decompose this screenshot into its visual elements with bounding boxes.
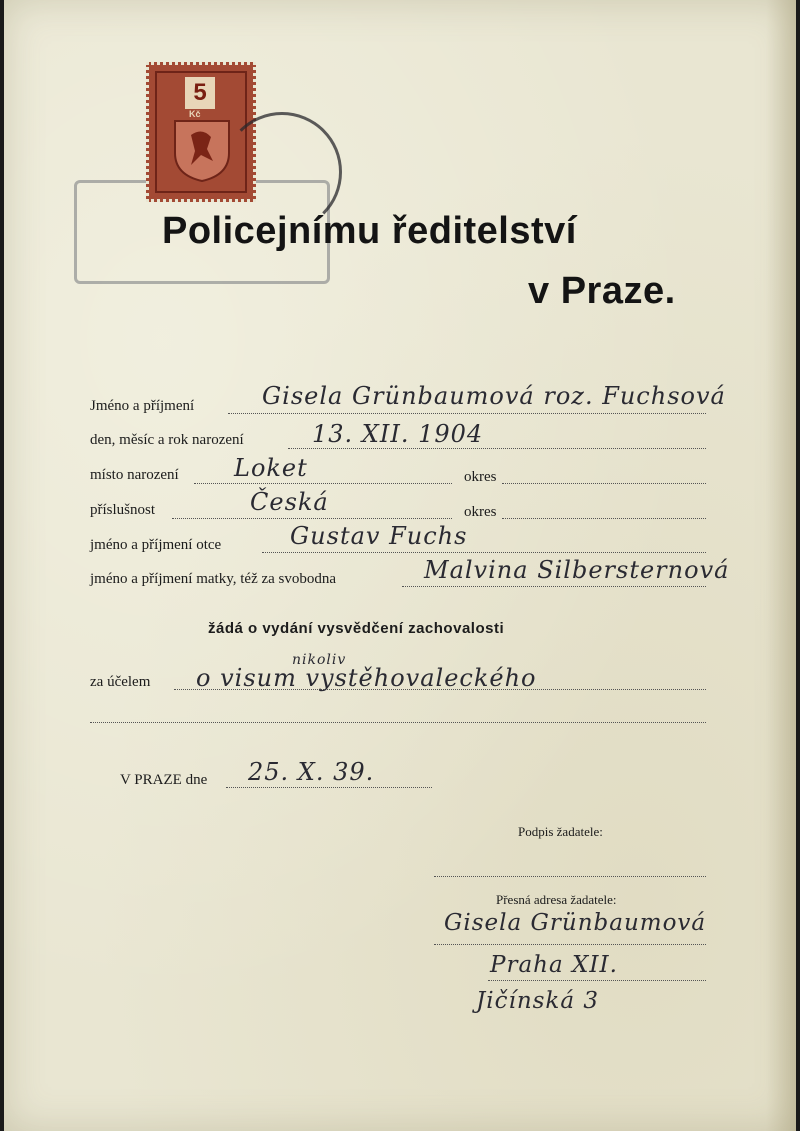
addressee-city: v Praze.	[528, 270, 676, 312]
district-line-2	[502, 518, 706, 519]
birth-place-line	[194, 483, 452, 484]
nationality-value: Česká	[250, 488, 329, 516]
paper-edge-shadow	[766, 0, 796, 1131]
mother-label: jméno a příjmení matky, též za svobodna	[90, 571, 337, 587]
birth-date-label: den, měsíc a rok narození	[90, 432, 244, 448]
address-line-2: Praha XII.	[490, 952, 618, 978]
purpose-value: o visum vystěhovaleckého	[196, 664, 537, 692]
purpose-line-2	[90, 722, 706, 723]
name-line	[228, 413, 706, 414]
nationality-label: příslušnost	[90, 502, 156, 518]
stamp-currency: Kč	[189, 109, 201, 119]
district-label-1: okres	[464, 469, 497, 485]
stamp-value: 5	[185, 77, 215, 109]
birth-date-line	[288, 448, 706, 449]
father-line	[262, 552, 706, 553]
purpose-label: za účelem	[90, 674, 151, 690]
nationality-line	[172, 518, 452, 519]
request-statement: žádá o vydání vysvědčení zachovalosti	[208, 620, 505, 637]
mother-line	[402, 586, 706, 587]
address-line-1: Gisela Grünbaumová	[444, 910, 707, 936]
mother-value: Malvina Silbersternová	[424, 556, 730, 584]
birth-place-label: místo narození	[90, 467, 179, 483]
district-line-1	[502, 483, 706, 484]
address-line-1-rule	[434, 944, 706, 945]
father-value: Gustav Fuchs	[290, 522, 468, 550]
signature-line	[434, 876, 706, 877]
place-date-value: 25. X. 39.	[248, 758, 375, 786]
name-value: Gisela Grünbaumová roz. Fuchsová	[262, 382, 726, 410]
district-label-2: okres	[464, 504, 497, 520]
document-sheet	[4, 0, 796, 1131]
signature-label: Podpis žadatele:	[518, 824, 603, 839]
address-line-2-rule	[488, 980, 706, 981]
address-label: Přesná adresa žadatele:	[496, 892, 617, 907]
birth-date-value: 13. XII. 1904	[312, 420, 484, 448]
addressee-title: Policejnímu ředitelství	[162, 210, 577, 252]
father-label: jméno a příjmení otce	[90, 537, 222, 553]
name-label: Jméno a příjmení	[90, 398, 195, 414]
birth-place-value: Loket	[234, 454, 308, 482]
purpose-insertion: nikoliv	[292, 652, 347, 668]
address-line-3: Jičínská 3	[476, 988, 600, 1014]
place-date-label: V PRAZE dne	[120, 772, 208, 788]
place-date-line	[226, 787, 432, 788]
